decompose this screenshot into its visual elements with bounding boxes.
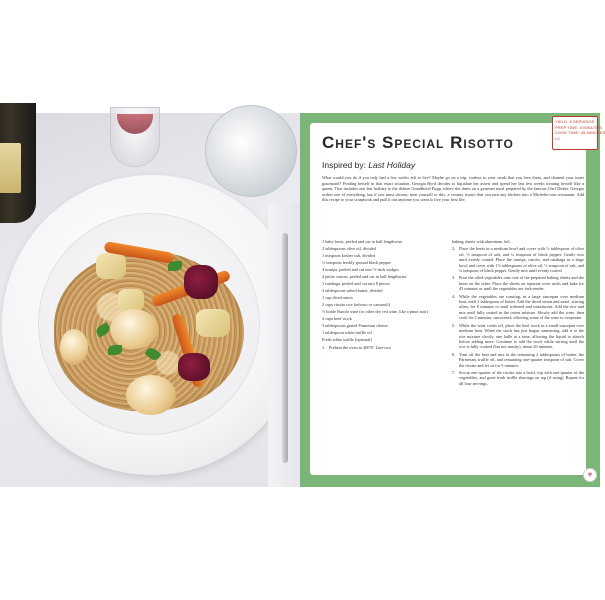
ingredient-item: ½ teaspoon freshly ground black pepper <box>322 260 391 265</box>
recipe-info-badge <box>552 116 605 150</box>
instruction-step: 7. Scoop one-quarter of the risotto into a bowl, top with one-quarter of the vegetables, and grate fresh truffle shavings on top (if using). Repeat for all four servings. <box>452 369 584 386</box>
ingredients-list <box>322 239 444 342</box>
instruction-step: 2. Place the beets in a medium bowl and cover with ½ tablespoon of olive oil, ½ teaspoon of salt, and ¼ teaspoon of black pepper. Gently mix until evenly coated. Place the turnips, carrots, and rutabaga in a large bowl and cover with 1½ tablespoons of olive oil, ½ teaspoon of salt, and ¼ teaspoon of black pepper. Gently mix until evenly coated. <box>452 246 584 274</box>
cook-time-label: COOK TIME: 45 MINUTES <box>555 130 605 136</box>
ingredients-column <box>322 239 444 353</box>
ingredient-item: 2 tablespoons olive oil, divided <box>322 246 376 251</box>
wine-bottle-image <box>0 103 36 223</box>
wine-glass-image <box>110 107 160 167</box>
instruction-step: 1. Preheat the oven to 400°F. Line two <box>322 345 391 351</box>
yield-label: YIELD: 8 SERVINGS <box>555 119 595 124</box>
inspired-source: Last Holiday <box>368 160 416 170</box>
instruction-step: 4. While the vegetables are roasting, in a large saucepan over medium heat, melt 1 tablespoon of butter. Add the diced onion and sauté, stirring often, for 8 minutes or until softened and translucent. Add the rice and mix until fully coated in the onion mixture. Slowly add the wine, then cook for 5 minutes, uncovered, allowing some of the wine to evaporate. <box>452 293 584 321</box>
ingredient-item: 1 teaspoon kosher salt, divided <box>322 253 376 258</box>
ingredient-item: 4 petite carrots, peeled and cut in half lengthwise <box>322 274 407 279</box>
ingredient-item: Fresh white truffle (optional) <box>322 337 372 342</box>
badge-code-label: LC <box>555 135 561 141</box>
fork-image <box>282 233 288 463</box>
recipe-title: Chef's Special Risotto <box>322 133 514 152</box>
recipe-intro: What would you do if you only had a few weeks left to live? Maybe go on a trip, confess to your crush that you love them, and channel your inner gourmand? Finding herself in that exact situation, Georgia Byrd decides to liquidate her assets and spend her last few weeks treating herself like a queen. That includes one last holiday to the deluxe Grandhotel Pupp, where she dines on a gourmet meal prepared by the famous Chef Didier. Georgia orders one of everything, but if you must choose, treat yourself to this: a creamy risotto that can turn any kitchen into a Michelin-star restaurant. Add this recipe to your scrapbook and pull it out anytime you want to live your best life. <box>322 175 584 202</box>
ingredient-item: 2 cups risotto rice (arborio or carnaroli) <box>322 302 391 307</box>
ingredient-item: ½ bottle Barolo wine (or other dry red wine, like a pinot noir) <box>322 309 428 314</box>
recipe-page <box>300 113 605 487</box>
ingredient-item: 4 turnips, peeled and cut into ½-inch wedges <box>322 267 399 272</box>
ingredient-item: 3 tablespoons grated Parmesan cheese <box>322 323 388 328</box>
instruction-continued: baking sheets with aluminum foil. <box>452 239 511 244</box>
instruction-step: 5. While the wine cooks off, place the beef stock in a small saucepan over medium heat. When the stock has just begun simmering, add it to the rice mixture slowly, one ladle at a time, allowing the liquid to absorb before adding more. Continue to add the stock while stirring until the rice is fully cooked (but not mushy), about 20 minutes. <box>452 322 584 350</box>
ingredient-item: 1 rutabaga, peeled and cut into 8 pieces <box>322 281 390 286</box>
ingredient-item: 1 cup diced onion <box>322 295 353 300</box>
instruction-step: 6. Turn off the heat and mix in the remaining 2 tablespoons of butter, the Parmesan, truffle oil, and remaining one-quarter teaspoon of salt. Cover the risotto and let sit for 5 minutes. <box>452 351 584 368</box>
instruction-step: 3. Pour the oiled vegetables onto one of the prepared baking sheets and the beets on the other. Place the sheets on separate oven racks and bake for 45 minutes or until the vegetables are fork-tender. <box>452 275 584 292</box>
ingredient-item: 4 cups beef stock <box>322 316 352 321</box>
prep-time-label: PREP TIME: 5 MINUTES <box>555 124 602 130</box>
heart-icon: ♥ <box>583 468 597 482</box>
inspired-by-line: Inspired by: Last Holiday <box>322 160 416 170</box>
instructions-column <box>452 239 584 388</box>
risotto-photo <box>0 113 300 487</box>
instructions-list <box>452 246 584 386</box>
ingredient-item: 3 tablespoons salted butter, divided <box>322 288 383 293</box>
book-spread <box>0 113 605 487</box>
ingredient-item: 1 baby beets, peeled and cut in half lengthwise <box>322 239 403 244</box>
ingredient-item: 1 tablespoon white truffle oil <box>322 330 372 335</box>
water-glass-image <box>205 105 297 197</box>
